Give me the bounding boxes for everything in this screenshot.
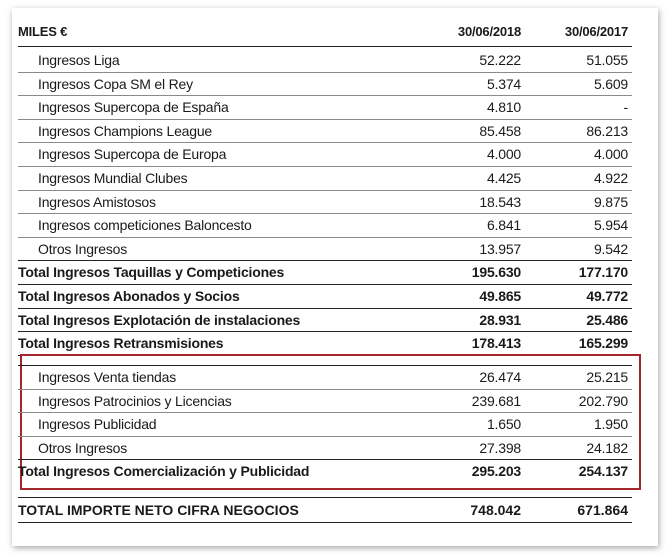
header-col-2017: 30/06/2017 xyxy=(564,24,628,39)
table-row: Ingresos Patrocinios y Licencias 239.681 202.790 xyxy=(18,390,632,414)
table-row: Ingresos Mundial Clubes 4.425 4.922 xyxy=(18,167,632,191)
total-row: Total Ingresos Abonados y Socios 49.865 49.772 xyxy=(18,285,632,309)
table-row: Ingresos Liga 52.222 51.055 xyxy=(18,49,632,73)
total-row: Total Ingresos Comercialización y Publicidad 295.203 254.137 xyxy=(18,463,628,480)
total-row: Total Ingresos Retransmisiones 178.413 165.299 xyxy=(18,332,632,356)
grand-total-section xyxy=(18,497,632,523)
table-row: Ingresos Copa SM el Rey 5.374 5.609 xyxy=(18,73,632,97)
table-row: Ingresos Supercopa de Europa 4.000 4.000 xyxy=(18,143,632,167)
total-row: Total Ingresos Explotación de instalaciones 28.931 25.486 xyxy=(18,309,632,333)
table-row: Otros Ingresos 27.398 24.182 xyxy=(18,437,632,461)
grand-total-row: TOTAL IMPORTE NETO CIFRA NEGOCIOS 748.042 671.864 xyxy=(18,497,632,523)
total-row: Total Ingresos Taquillas y Competiciones 195.630 177.170 xyxy=(18,261,632,285)
table-row: Ingresos Supercopa de España 4.810 - xyxy=(18,96,632,120)
table-row: Ingresos Amistosos 18.543 9.875 xyxy=(18,191,632,215)
table-row: Otros Ingresos 13.957 9.542 xyxy=(18,238,632,262)
table-row: Ingresos Champions League 85.458 86.213 xyxy=(18,120,632,144)
table-row: Ingresos competiciones Baloncesto 6.841 5.954 xyxy=(18,214,632,238)
header-unit-label: MILES € xyxy=(18,24,68,39)
table-row: Ingresos Publicidad 1.650 1.950 xyxy=(18,413,632,437)
section-competitions xyxy=(18,49,632,356)
table-row: Ingresos Venta tiendas 26.474 25.215 xyxy=(18,365,632,390)
table-header xyxy=(18,16,632,47)
section-commercial xyxy=(18,365,632,483)
header-col-2018: 30/06/2018 xyxy=(457,24,521,39)
